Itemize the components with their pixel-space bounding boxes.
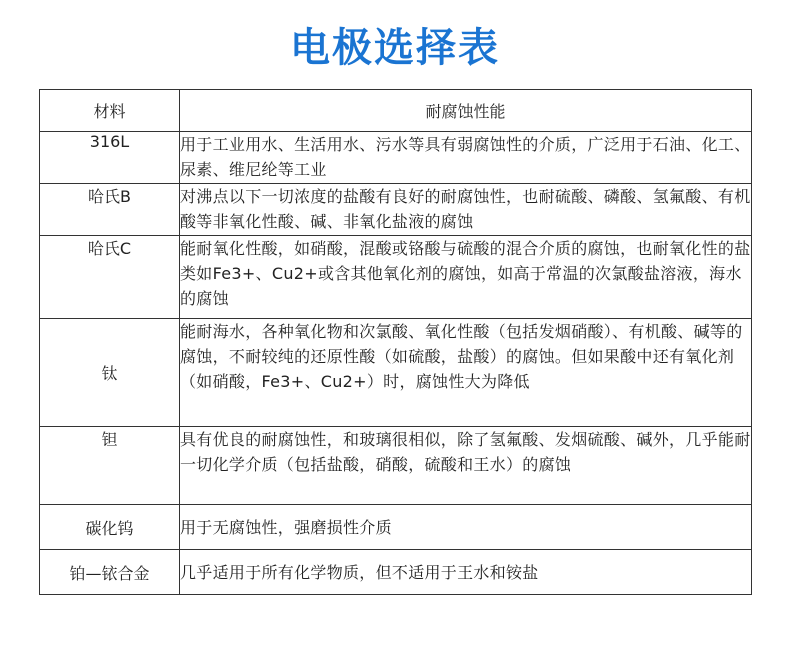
description-cell: 能耐海水，各种氧化物和次氯酸、氧化性酸（包括发烟硝酸）、有机酸、碱等的腐蚀，不耐较纯的还原性酸（如硫酸，盐酸）的腐蚀。但如果酸中还有氧化剂（如硝酸，Fe3+、Cu2+）时，腐蚀性大为降低 xyxy=(180,319,752,427)
header-corrosion-resistance: 耐腐蚀性能 xyxy=(180,90,752,132)
page-title: 电极选择表 xyxy=(290,25,500,71)
description-cell: 用于无腐蚀性，强磨损性介质 xyxy=(180,505,752,550)
material-cell: 钽 xyxy=(40,427,180,505)
description-cell: 能耐氧化性酸，如硝酸，混酸或铬酸与硫酸的混合介质的腐蚀，也耐氧化性的盐类如Fe3+、Cu2+或含其他氧化剂的腐蚀，如高于常温的次氯酸盐溶液，海水的腐蚀 xyxy=(180,236,752,319)
material-cell: 316L xyxy=(40,132,180,184)
material-cell: 碳化钨 xyxy=(40,505,180,550)
table-row xyxy=(40,319,752,427)
table-row xyxy=(40,236,752,319)
table-row xyxy=(40,550,752,595)
material-cell: 钛 xyxy=(40,319,180,427)
material-cell: 哈氏C xyxy=(40,236,180,319)
description-cell: 具有优良的耐腐蚀性，和玻璃很相似，除了氢氟酸、发烟硫酸、碱外，几乎能耐一切化学介质（包括盐酸，硝酸，硫酸和王水）的腐蚀 xyxy=(180,427,752,505)
description-cell: 几乎适用于所有化学物质，但不适用于王水和铵盐 xyxy=(180,550,752,595)
material-cell: 哈氏B xyxy=(40,184,180,236)
table-row xyxy=(40,505,752,550)
table-row xyxy=(40,184,752,236)
header-material: 材料 xyxy=(40,90,180,132)
electrode-selection-table xyxy=(39,89,752,595)
table-row xyxy=(40,132,752,184)
table-header-row xyxy=(40,90,752,132)
table-row xyxy=(40,427,752,505)
material-cell: 铂—铱合金 xyxy=(40,550,180,595)
description-cell: 用于工业用水、生活用水、污水等具有弱腐蚀性的介质，广泛用于石油、化工、尿素、维尼纶等工业 xyxy=(180,132,752,184)
description-cell: 对沸点以下一切浓度的盐酸有良好的耐腐蚀性，也耐硫酸、磷酸、氢氟酸、有机酸等非氧化性酸、碱、非氧化盐液的腐蚀 xyxy=(180,184,752,236)
